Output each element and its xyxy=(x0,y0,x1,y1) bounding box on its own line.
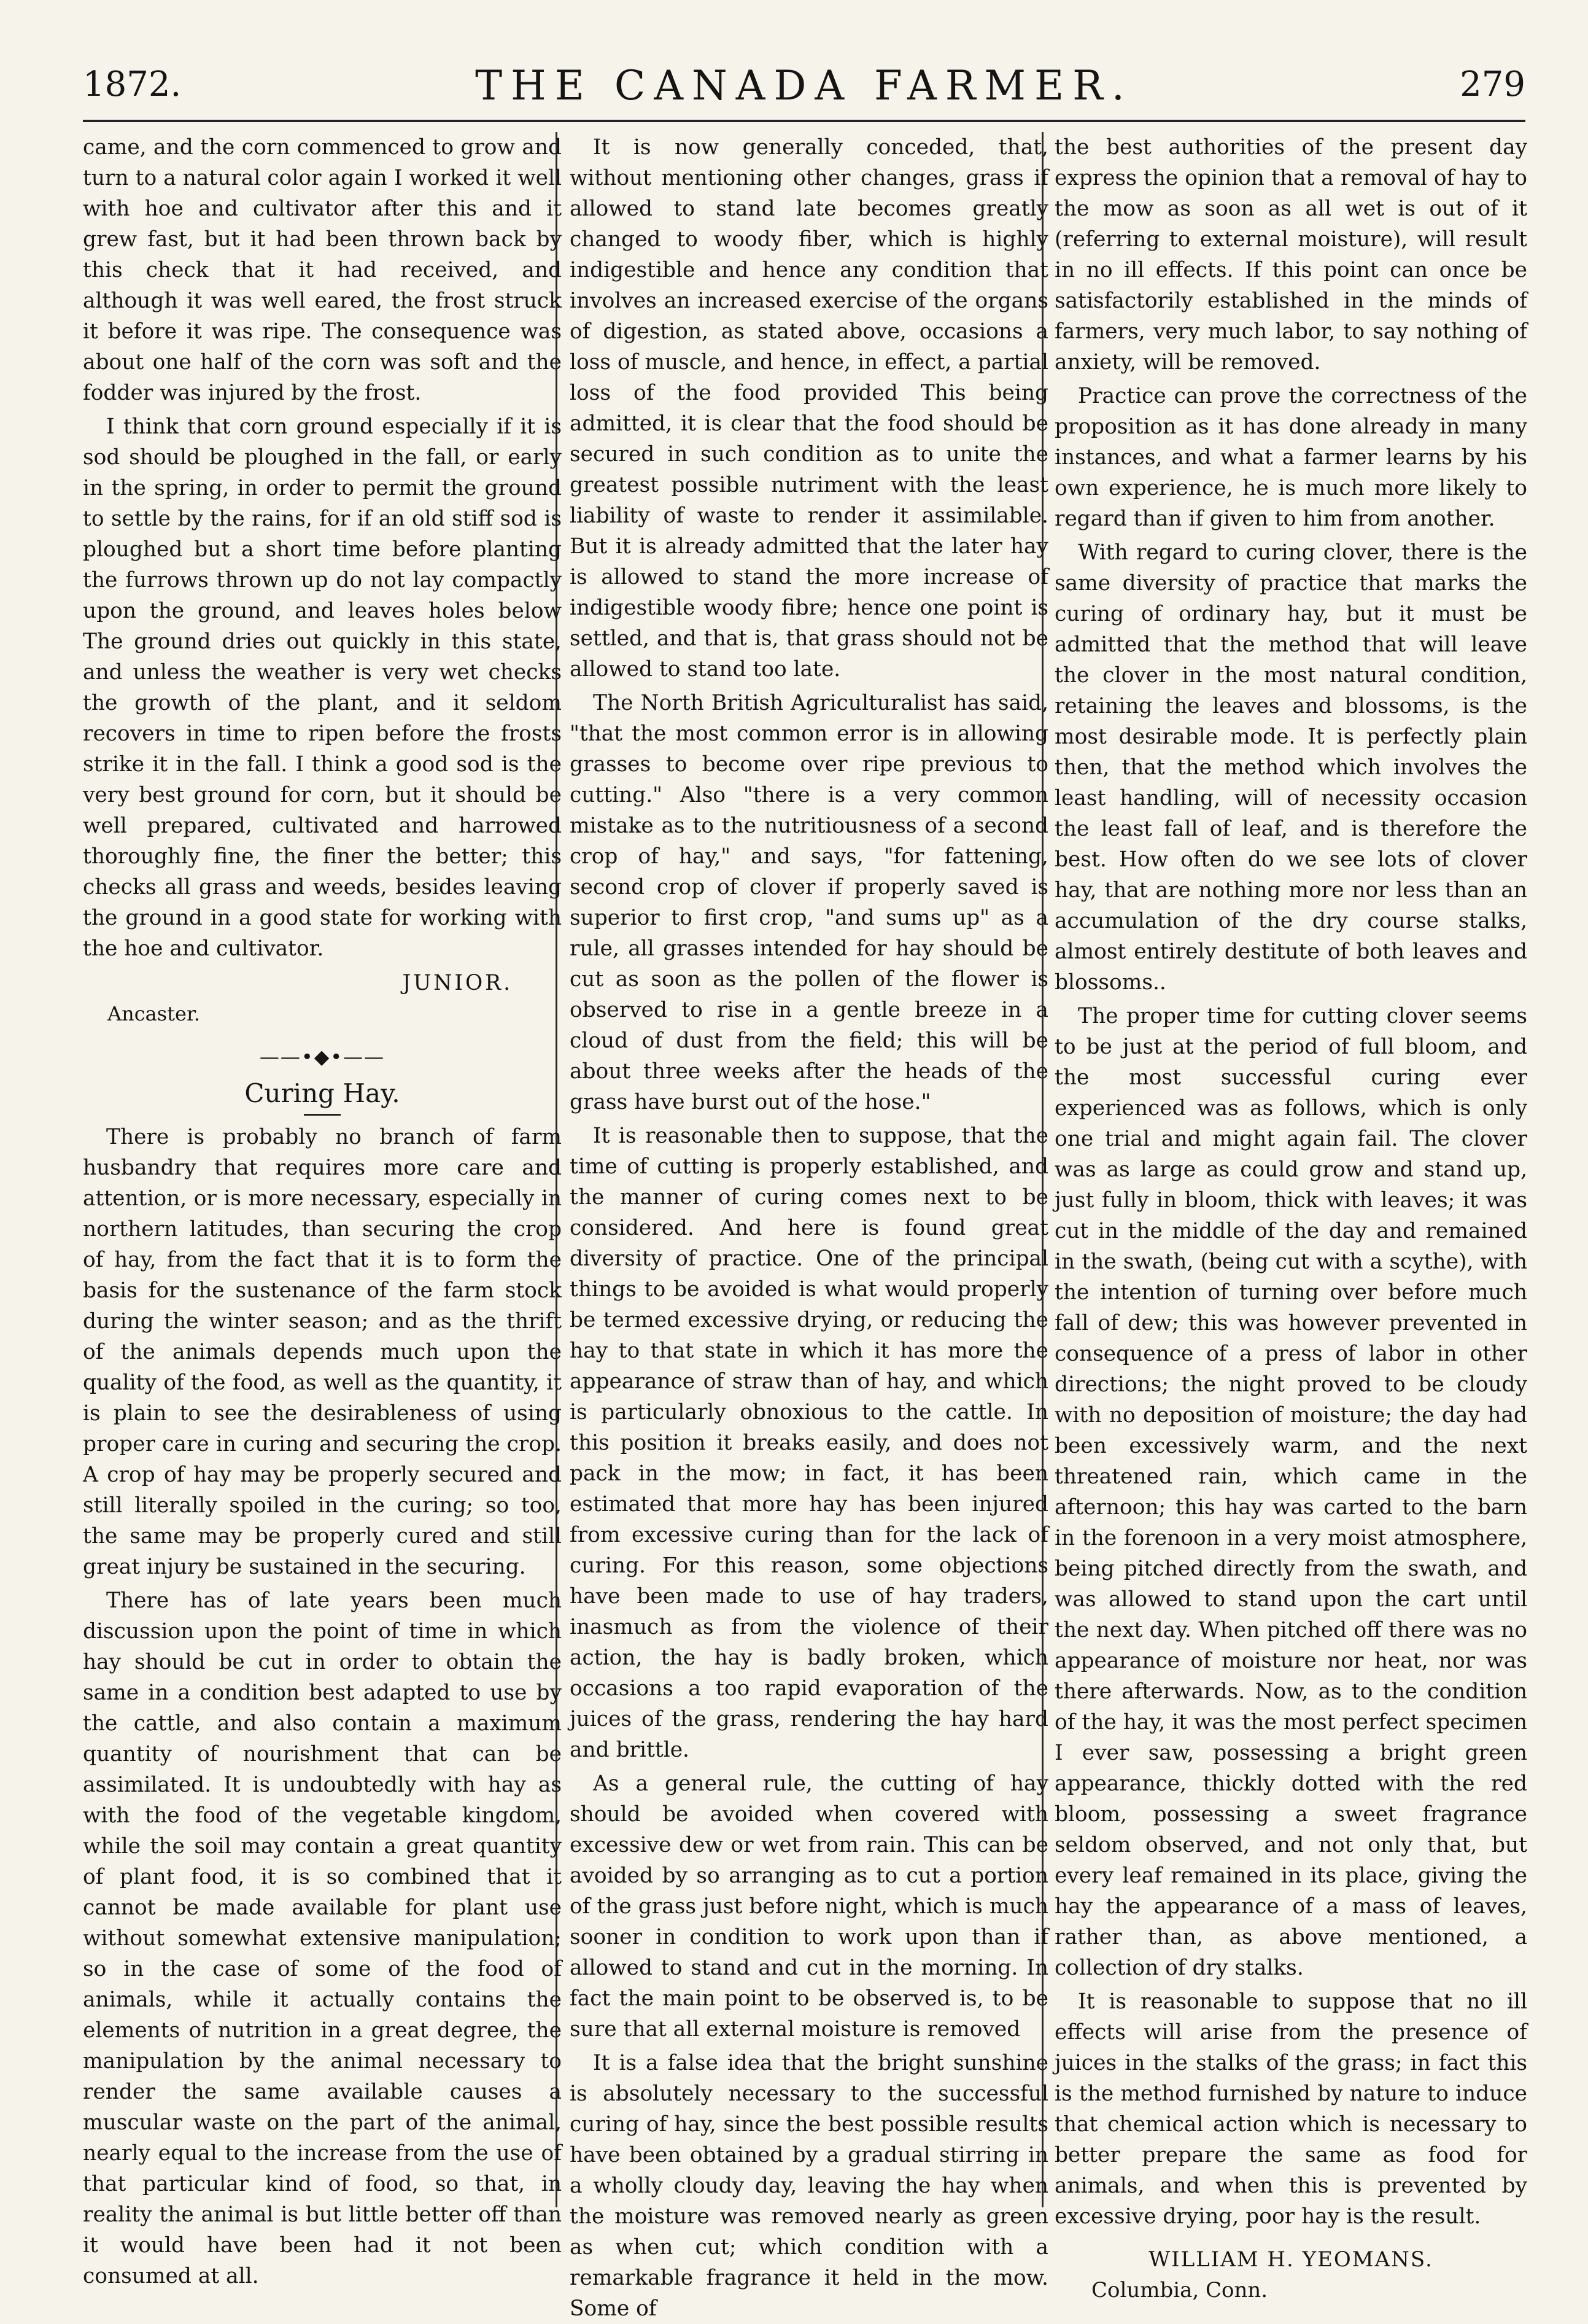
author-signoff: JUNIOR. xyxy=(402,971,513,995)
paragraph: It is reasonable then to suppose, that the time of cutting is properly established, and the manner of curing comes next to be considered. And here is found great diversity of practice. One of the principal things to be avoided is what would properly be termed excessive drying, or reducing the hay to that state in which it has more the appearance of straw than of hay, and which is particularly obnoxious to the cattle. In this position it breaks easily, and does not pack in the mow; in fact, it has been estimated that more hay has been injured from excessive curing than for the lack of curing. For this reason, some objections have been made to use of hay traders, inasmuch as from the violence of their action, the hay is badly broken, which occasions a too rapid evaporation of the juices of the grass, rendering the hay hard and brittle. xyxy=(570,1124,1048,1762)
column-1 xyxy=(83,132,562,2288)
column-2 xyxy=(570,132,1048,2321)
heading-rule xyxy=(304,1114,341,1116)
paragraph: As a general rule, the cutting of hay should be avoided when covered with excessive dew or wet from rain. This can be avoided by so arranging as to cut a portion of the grass just before night, which is much sooner in condition to work upon than if allowed to stand and cut in the morning. In fact the main point to be observed is, to be sure that all external moisture is removed xyxy=(570,1771,1048,2042)
paragraph: There has of late years been much discussion upon the point of time in which hay should be cut in order to obtain the same in a condition best adapted to use by the cattle, and also contain a maximum quantity of nourishment that can be assimilated. It is undoubtedly with hay as with the food of the vegetable kingdom, while the soil may contain a great quantity of plant food, it is so combined that it cannot be made available for plant use without somewhat extensive manipulation; so in the case of some of the food of animals, while it actually contains the elements of nutrition in a great degree, the manipulation by the animal necessary to render the same available causes a muscular waste on the part of the animal, nearly equal to the increase from the use of that particular kind of food, so that, in reality the animal is but little better off than it would have been had it not been consumed at all. xyxy=(83,1588,562,2288)
paragraph: With regard to curing clover, there is the same diversity of practice that marks the curing of ordinary hay, but it must be admitted that the method that will leave the clover in the most natural condition, retaining the leaves and blossoms, is the most desirable mode. It is perfectly plain then, that the method which involves the least handling, will of necessity occasion the least fall of leaf, and is therefore the best. How often do we see lots of clover hay, that are nothing more nor less than an accumulation of the dry course stalks, almost entirely destitute of both leaves and blossoms.. xyxy=(1055,540,1527,995)
paragraph: The proper time for cutting clover seems to be just at the period of full bloom, and the most successful curing ever experienced was as follows, which is only one trial and might again fail. The clover was as large as could grow and stand up, just fully in bloom, thick with leaves; it was cut in the middle of the day and remained in the swath, (being cut with a scythe), with the intention of turning over before much fall of dew; this was however prevented in consequence of a press of labor in other directions; the night proved to be cloudy with no deposition of moisture; the day had been excessively warm, and the next threatened rain, which came in the afternoon; this hay was carted to the barn in the forenoon in a very moist atmosphere, being pitched directly from the swath, and was allowed to stand upon the cart until the next day. When pitched off there was no appearance of moisture nor heat, nor was there afterwards. Now, as to the condition of the hay, it was the most perfect specimen I ever saw, possessing a bright green appearance, thickly dotted with the red bloom, possessing a sweet fragrance seldom observed, and not only that, but every leaf remained in its place, giving the hay the appearance of a mass of leaves, rather than, as above mentioned, a collection of dry stalks. xyxy=(1055,1004,1527,1980)
paragraph: Practice can prove the correctness of the proposition as it has done already in many instances, and what a farmer learns by his own experience, he is much more likely to regard than if given to him from another. xyxy=(1055,384,1527,531)
newspaper-title: THE CANADA FARMER. xyxy=(475,62,1133,109)
author-place: Columbia, Conn. xyxy=(1091,2278,1268,2303)
paragraph: came, and the corn commenced to grow and turn to a natural color again I worked it well with hoe and cultivator after this and it grew fast, but it had been thrown back by this check that it had received, and although it was well eared, the frost struck it before it was ripe. The consequence was about one half of the corn was soft and the fodder was injured by the frost. xyxy=(83,135,562,405)
page-number: 279 xyxy=(1460,64,1525,104)
masthead xyxy=(83,58,1525,126)
author-place: Ancaster. xyxy=(107,1002,200,1025)
section-ornament: ——•◆•—— xyxy=(259,1045,385,1068)
column-3 xyxy=(1055,132,1527,2303)
article-heading: Curing Hay. xyxy=(244,1078,400,1108)
paragraph: It is a false idea that the bright sunshine is absolutely necessary to the successful curing of hay, since the best possible results have been obtained by a gradual stirring in a wholly cloudy day, leaving the hay when the moisture was removed nearly as green as when cut; which condition with a remarkable fragrance it held in the mow. Some of xyxy=(570,2051,1048,2321)
author-signature: WILLIAM H. YEOMANS. xyxy=(1148,2247,1433,2272)
paragraph: It is reasonable to suppose that no ill effects will arise from the presence of juices in the stalks of the grass; in fact this is the method furnished by nature to induce that chemical action which is necessary to better prepare the same as food for animals, and when this is prevented by excessive drying, poor hay is the result. xyxy=(1055,1989,1527,2229)
paragraph: the best authorities of the present day express the opinion that a removal of hay to the mow as soon as all wet is out of it (referring to external moisture), will result in no ill effects. If this point can once be satisfactorily established in the minds of farmers, very much labor, to say nothing of anxiety, will be removed. xyxy=(1055,135,1527,375)
paragraph: It is now generally conceded, that, without mentioning other changes, grass if allowed to stand late becomes greatly changed to woody fiber, which is highly indigestible and hence any condition that involves an increased exercise of the organs of digestion, as stated above, occasions a loss of muscle, and hence, in effect, a partial loss of the food provided This being admitted, it is clear that the food should be secured in such condition as to unite the greatest possible nutriment with the least liability of waste to render it assimilable. But it is already admitted that the later hay is allowed to stand the more increase of indigestible woody fibre; hence one point is settled, and that is, that grass should not be allowed to stand too late. xyxy=(570,135,1048,682)
paragraph: There is probably no branch of farm husbandry that requires more care and attention, or is more necessary, especially in northern latitudes, than securing the crop of hay, from the fact that it is to form the basis for the sustenance of the farm stock during the winter season; and as the thrift of the animals depends much upon the quality of the food, as well as the quantity, it is plain to see the desirableness of using proper care in curing and securing the crop. A crop of hay may be properly secured and still literally spoiled in the curing; so too, the same may be properly cured and still great injury be sustained in the securing. xyxy=(83,1125,562,1579)
paragraph: The North British Agriculturalist has said, "that the most common error is in allowing grasses to become over ripe previous to cutting." Also "there is a very common mistake as to the nutritiousness of a second crop of hay," and says, "for fattening, second crop of clover if properly saved is superior to first crop, "and sums up" as a rule, all grasses intended for hay should be cut as soon as the pollen of the flower is observed to rise in a gentle breeze in a cloud of dust from the field; this will be about three weeks after the heads of the grass have burst out of the hose." xyxy=(570,691,1048,1114)
masthead-rule xyxy=(83,120,1525,122)
paragraph: I think that corn ground especially if it is sod should be ploughed in the fall, or early in the spring, in order to permit the ground to settle by the rains, for if an old stiff sod is ploughed but a short time before planting the furrows thrown up do not lay compactly upon the ground, and leaves holes below The ground dries out quickly in this state, and unless the weather is very wet checks the growth of the plant, and it seldom recovers in time to ripen before the frosts strike it in the fall. I think a good sod is the very best ground for corn, but it should be well prepared, cultivated and harrowed thoroughly fine, the finer the better; this checks all grass and weeds, besides leaving the ground in a good state for working with the hoe and cultivator. xyxy=(83,414,562,961)
issue-year: 1872. xyxy=(83,64,182,104)
